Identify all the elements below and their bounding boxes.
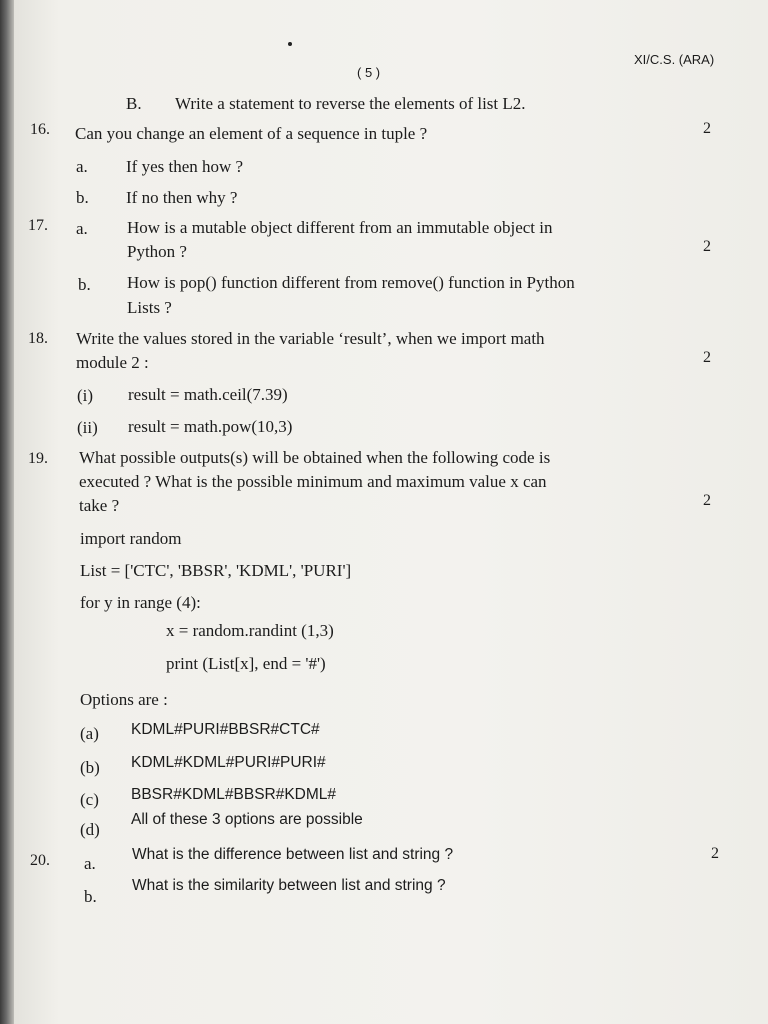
q18ii-label: (ii)	[77, 418, 98, 437]
q20-number: 20.	[30, 852, 50, 869]
option-c-label: (c)	[80, 790, 99, 809]
option-a-label: (a)	[80, 724, 99, 743]
options-intro: Options are :	[80, 690, 168, 709]
q18-marks: 2	[703, 349, 711, 366]
q17-marks: 2	[703, 238, 711, 255]
option-a-text: KDML#PURI#BBSR#CTC#	[131, 721, 320, 738]
q19-line1: What possible outputs(s) will be obtained when the following code is	[79, 448, 551, 467]
q16-text: Can you change an element of a sequence in tuple ?	[75, 124, 428, 143]
q19-line2: executed ? What is the possible minimum and maximum value x can	[79, 472, 547, 491]
q17a-line2: Python ?	[127, 242, 187, 261]
code-line-4: x = random.randint (1,3)	[166, 621, 334, 640]
paper-code: XI/C.S. (ARA)	[634, 52, 715, 67]
q17b-line1: How is pop() function different from remove() function in Python	[127, 273, 575, 292]
code-line-1: import random	[80, 529, 182, 548]
q20a-label: a.	[84, 854, 96, 873]
q16a-label: a.	[76, 157, 88, 176]
q16a-text: If yes then how ?	[126, 157, 244, 176]
q16-marks: 2	[703, 120, 711, 137]
q20b-text: What is the similarity between list and string ?	[132, 877, 446, 894]
q16-number: 16.	[30, 121, 50, 138]
option-b-label: (b)	[80, 758, 100, 777]
q16b-text: If no then why ?	[126, 188, 238, 207]
q18-line2: module 2 :	[76, 353, 149, 372]
q18-number: 18.	[28, 330, 48, 347]
q19-marks: 2	[703, 492, 711, 509]
q16b-label: b.	[76, 188, 89, 207]
page-binding-edge	[0, 0, 14, 1024]
option-d-text: All of these 3 options are possible	[131, 811, 363, 828]
q19-number: 19.	[28, 450, 48, 467]
q17-number: 17.	[28, 217, 48, 234]
q20b-label: b.	[84, 887, 97, 906]
option-b-text: KDML#KDML#PURI#PURI#	[131, 754, 326, 771]
ink-dot	[288, 42, 292, 46]
q15b-text: Write a statement to reverse the elements of list L2.	[175, 94, 526, 113]
q17a-line1: How is a mutable object different from an immutable object in	[127, 218, 553, 237]
exam-page	[14, 0, 768, 1024]
code-line-2: List = ['CTC', 'BBSR', 'KDML', 'PURI']	[80, 561, 352, 580]
q20a-text: What is the difference between list and string ?	[132, 846, 454, 863]
q15b-label: B.	[126, 94, 142, 113]
code-line-5: print (List[x], end = '#')	[166, 654, 326, 673]
q17a-label: a.	[76, 219, 88, 238]
q18ii-code: result = math.pow(10,3)	[128, 417, 293, 436]
code-line-3: for y in range (4):	[80, 593, 201, 612]
q18i-label: (i)	[77, 386, 94, 405]
option-d-label: (d)	[80, 820, 100, 839]
page-number: ( 5 )	[357, 65, 381, 80]
q17b-label: b.	[78, 275, 91, 294]
q18-line1: Write the values stored in the variable ‘result’, when we import math	[76, 329, 545, 348]
q20-marks: 2	[711, 845, 719, 862]
q17b-line2: Lists ?	[127, 298, 172, 317]
q18i-code: result = math.ceil(7.39)	[128, 385, 288, 404]
q19-line3: take ?	[79, 496, 120, 515]
option-c-text: BBSR#KDML#BBSR#KDML#	[131, 786, 337, 803]
